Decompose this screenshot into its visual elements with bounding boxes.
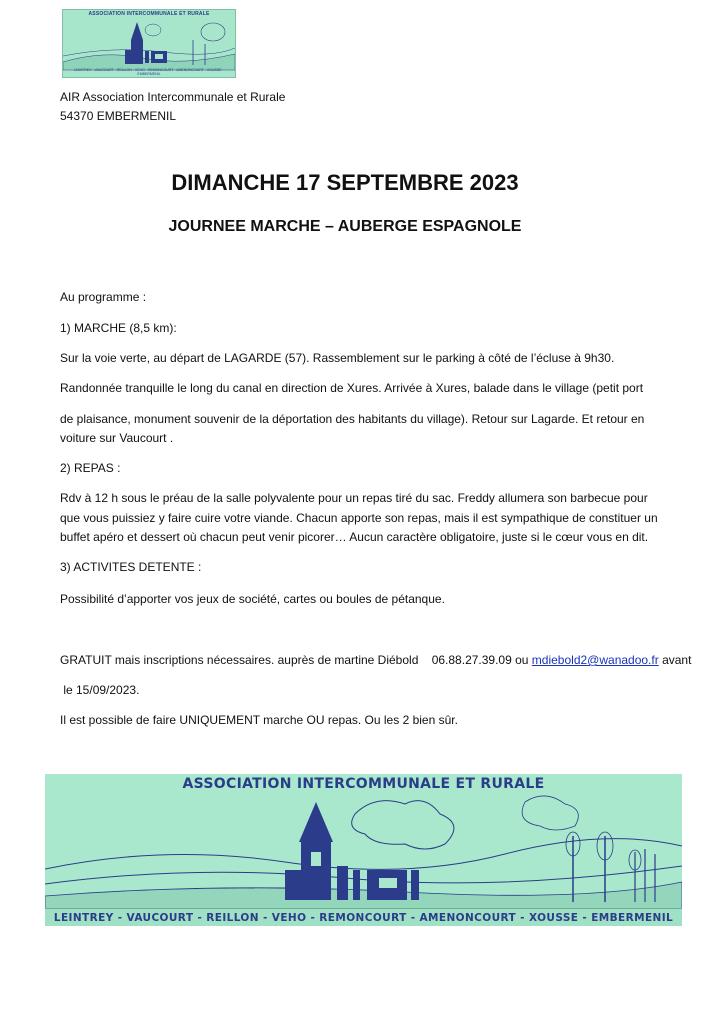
- logo-small: [62, 9, 236, 78]
- page-title: DIMANCHE 17 SEPTEMBRE 2023: [171, 170, 519, 195]
- logo-village-illustration: [63, 10, 235, 77]
- activites-line: Possibilité d’apporter vos jeux de société, cartes ou boules de pétanque.: [60, 592, 445, 606]
- banner-village-illustration: [45, 774, 682, 926]
- repas-line: buffet apéro et dessert où chacun peut venir picorer… Aucun caractère obligatoire, juste si le cœur vous en dit.: [60, 530, 649, 544]
- page-subtitle: JOURNEE MARCHE – AUBERGE ESPAGNOLE: [168, 218, 522, 235]
- sender-address: 54370 EMBERMENIL: [60, 109, 177, 123]
- inscription-text: GRATUIT mais inscriptions nécessaires. auprès de martine Diébold 06.88.27.39.09 ou: [60, 653, 532, 667]
- marche-heading: 1) MARCHE (8,5 km):: [60, 321, 177, 335]
- association-banner: [45, 774, 682, 926]
- program-intro: Au programme :: [60, 290, 147, 304]
- logo-top-text: ASSOCIATION INTERCOMMUNALE ET RURALE: [88, 11, 210, 17]
- activites-heading: 3) ACTIVITES DETENTE :: [60, 560, 202, 574]
- inscription-text-after: avant: [658, 653, 692, 667]
- banner-bottom-text: LEINTREY - VAUCOURT - REILLON - VEHO - REMONCOURT - AMENONCOURT - XOUSSE - EMBERMENIL: [53, 912, 674, 924]
- logo-bottom-text: LEINTREY · VAUCOURT · REILLON · VEHO · REMONCOURT · AMENONCOURT · XOUSSE · EMBERMENIL: [74, 68, 224, 76]
- repas-heading: 2) REPAS :: [60, 461, 121, 475]
- marche-line: Randonnée tranquille le long du canal en direction de Xures. Arrivée à Xures, balade dans le village (petit port: [60, 381, 644, 395]
- marche-line: Sur la voie verte, au départ de LAGARDE (57). Rassemblement sur le parking à côté de l’écluse à 9h30.: [60, 351, 615, 365]
- marche-line: de plaisance, monument souvenir de la déportation des habitants du village). Retour sur Lagarde. Et retour en: [60, 412, 645, 426]
- sender-name: AIR Association Intercommunale et Rurale: [60, 90, 286, 104]
- inscription-date: le 15/09/2023.: [60, 683, 140, 697]
- repas-line: Rdv à 12 h sous le préau de la salle polyvalente pour un repas tiré du sac. Freddy allumera son barbecue pour: [60, 491, 648, 505]
- banner-top-text: ASSOCIATION INTERCOMMUNALE ET RURALE: [182, 776, 545, 792]
- email-link[interactable]: mdiebold2@wanadoo.fr: [531, 653, 659, 667]
- repas-line: que vous puissiez y faire cuire votre viande. Chacun apporte son repas, mais il est sympathique de constituer un: [60, 511, 658, 525]
- inscription-note: Il est possible de faire UNIQUEMENT marche OU repas. Ou les 2 bien sûr.: [60, 713, 458, 727]
- inscription-line: [60, 653, 691, 667]
- marche-line: voiture sur Vaucourt .: [60, 431, 174, 445]
